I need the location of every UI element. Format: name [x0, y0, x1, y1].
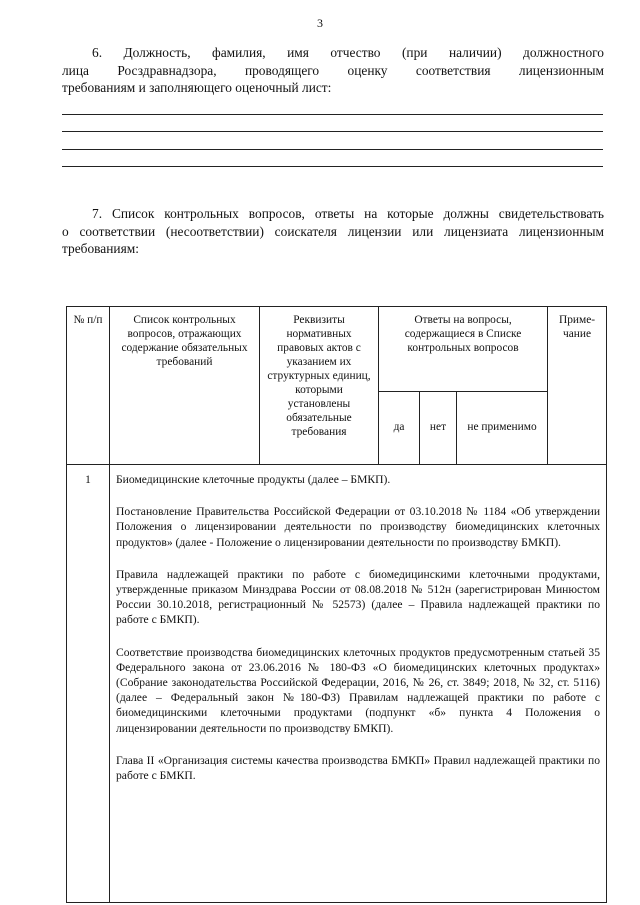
- row-paragraph: Постановление Правительства Российской Федерации от 03.10.2018 № 1184 «Об утверждении Положения о лицензировании деятельности по производству биомедицинских клеточных продуктов» (далее - Положение о лицензировании деятельности по производству БМКП).: [116, 505, 601, 549]
- page-number: 3: [317, 16, 323, 30]
- table-row: [67, 465, 607, 903]
- row-number: 1: [67, 465, 110, 903]
- fill-in-line[interactable]: [62, 131, 603, 132]
- section-7-line: 7. Список контрольных вопросов, ответы на которые должны свидетельствовать: [92, 206, 604, 221]
- section-7-line: требованиям:: [62, 241, 139, 256]
- header-not-applicable: не применимо: [457, 392, 548, 465]
- section-7-text: [62, 205, 604, 258]
- section-6-line: лица Росздравнадзора, проводящего оценку соответствия лицензионным: [62, 62, 604, 78]
- control-questions-table: [66, 306, 607, 903]
- fill-in-line[interactable]: [62, 149, 603, 150]
- row-paragraph: Глава II «Организация системы качества производства БМКП» Правил надлежащей практики по работе с БМКП.: [116, 753, 601, 783]
- header-requisites: Реквизиты нормативных правовых актов с указанием их структурных единиц, которыми установлены обязательные требования: [260, 307, 379, 465]
- header-note: Приме-чание: [548, 307, 607, 465]
- fill-in-line[interactable]: [62, 114, 603, 115]
- fill-in-line[interactable]: [62, 166, 603, 167]
- section-7-line: о соответствии (несоответствии) соискателя лицензии или лицензиата лицензионным: [62, 223, 604, 239]
- header-questions: Список контрольных вопросов, отражающих содержание обязательных требований: [110, 307, 260, 465]
- header-yes: да: [379, 392, 420, 465]
- row-paragraph: Соответствие производства биомедицинских клеточных продуктов предусмотренным статьей 35 Федерального закона от 23.06.2016 № 180-ФЗ «О биомедицинских клеточных продуктах» (Собрание законодательства Российской Федерации, 2016, № 26, ст. 3849; 2018, № 32, ст. 5116) (далее – Федеральный закон №180-ФЗ) Правилам надлежащей практики по работе с биомедицинскими клеточными продуктами (подпункт «б» пункта 4 Положения о лицензировании деятельности по производству БМКП).: [116, 645, 601, 735]
- row-paragraph: Биомедицинские клеточные продукты (далее – БМКП).: [116, 473, 391, 486]
- row-paragraph: Правила надлежащей практики по работе с биомедицинскими клеточными продуктами, утвержденные приказом Минздрава России от 08.08.2018 № 512н (зарегистрирован Минюстом России 30.10.2018, регистрационный № 52573) (далее – Правила надлежащей практики по работе с БМКП).: [116, 567, 601, 627]
- header-answers: Ответы на вопросы, содержащиеся в Списке контрольных вопросов: [379, 307, 548, 392]
- header-number: № п/п: [67, 307, 110, 465]
- section-6-text: [62, 44, 604, 97]
- section-6-line: 6. Должность, фамилия, имя отчество (при наличии) должностного: [92, 45, 604, 60]
- header-no: нет: [420, 392, 457, 465]
- section-6-line: требованиям и заполняющего оценочный лист:: [62, 80, 332, 95]
- row-content: [110, 465, 607, 903]
